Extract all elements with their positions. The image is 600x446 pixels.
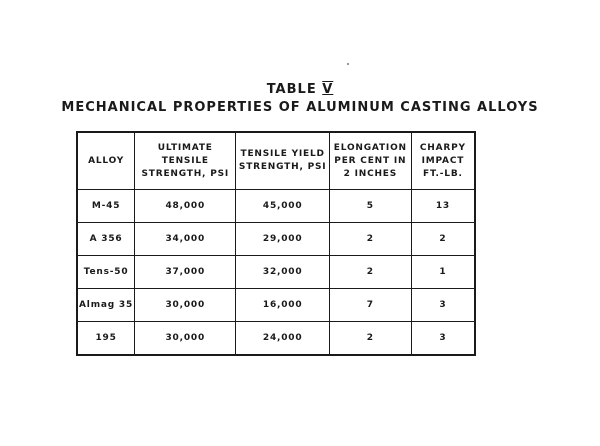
- cell-elongation: 5: [329, 190, 411, 223]
- header-line: IMPACT: [421, 155, 465, 166]
- table-row: [77, 190, 475, 223]
- cell-ultimate-tensile: 30,000: [135, 322, 236, 356]
- header-row: [77, 132, 475, 190]
- cell-tensile-yield: 45,000: [236, 190, 329, 223]
- header-tensile-yield: [236, 132, 329, 190]
- header-line: STRENGTH, PSI: [238, 162, 327, 172]
- cell-charpy-impact: 2: [411, 223, 475, 256]
- header-ultimate-tensile: [135, 132, 236, 190]
- table-row: [77, 256, 475, 289]
- cell-ultimate-tensile: 34,000: [135, 223, 236, 256]
- table-number-heading: [0, 82, 600, 97]
- properties-table: [76, 131, 476, 356]
- cell-elongation: 2: [329, 223, 411, 256]
- header-line: CHARPY: [419, 142, 466, 153]
- table-number: V: [322, 82, 334, 97]
- speck-mark: [347, 63, 349, 65]
- table-title: MECHANICAL PROPERTIES OF ALUMINUM CASTING ALLOYS: [61, 100, 539, 115]
- cell-tensile-yield: 32,000: [236, 256, 329, 289]
- cell-tensile-yield: 29,000: [236, 223, 329, 256]
- cell-alloy: M-45: [77, 190, 135, 223]
- table-row: [77, 223, 475, 256]
- cell-ultimate-tensile: 48,000: [135, 190, 236, 223]
- cell-charpy-impact: 3: [411, 289, 475, 322]
- table-label: TABLE: [266, 82, 323, 97]
- cell-charpy-impact: 3: [411, 322, 475, 356]
- header-elongation: [329, 132, 411, 190]
- table-row: [77, 322, 475, 356]
- header-line: ALLOY: [88, 155, 125, 166]
- cell-elongation: 7: [329, 289, 411, 322]
- header-line: ELONGATION: [333, 142, 407, 153]
- cell-charpy-impact: 13: [411, 190, 475, 223]
- header-line: ULTIMATE TENSILE: [157, 142, 213, 166]
- cell-tensile-yield: 16,000: [236, 289, 329, 322]
- cell-alloy: A 356: [77, 223, 135, 256]
- cell-charpy-impact: 1: [411, 256, 475, 289]
- header-line: 2 INCHES: [343, 168, 398, 179]
- cell-tensile-yield: 24,000: [236, 322, 329, 356]
- table-container: [76, 131, 476, 356]
- cell-elongation: 2: [329, 322, 411, 356]
- cell-alloy: Almag 35: [77, 289, 135, 322]
- cell-ultimate-tensile: 37,000: [135, 256, 236, 289]
- header-alloy: [77, 132, 135, 190]
- cell-ultimate-tensile: 30,000: [135, 289, 236, 322]
- cell-elongation: 2: [329, 256, 411, 289]
- cell-alloy: Tens-50: [77, 256, 135, 289]
- header-charpy-impact: [411, 132, 475, 190]
- table-row: [77, 289, 475, 322]
- header-line: PER CENT IN: [334, 155, 407, 166]
- cell-alloy: 195: [77, 322, 135, 356]
- header-line: TENSILE YIELD: [240, 149, 325, 159]
- header-line: FT.-LB.: [423, 168, 463, 179]
- header-line: STRENGTH, PSI: [141, 168, 230, 179]
